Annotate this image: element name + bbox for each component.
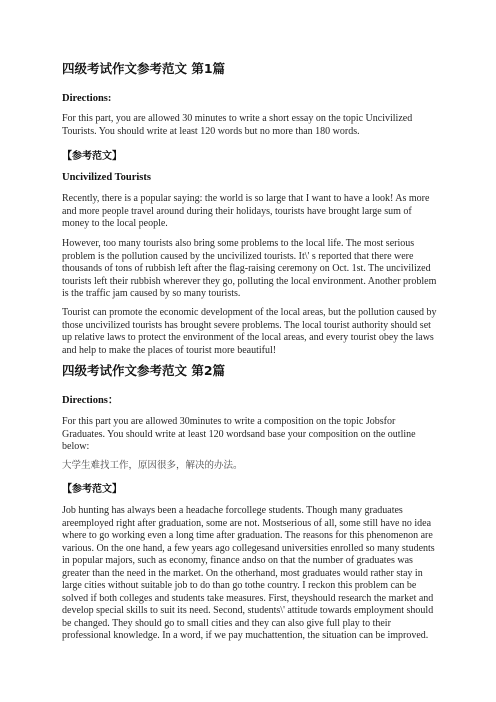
section-1-directions-text: For this part, you are allowed 30 minutes to write a short essay on the topic Uncivilized Tourists. You should write at least 120 words but no more than 180 words.: [62, 113, 413, 137]
section-1-paragraph-3: Tourist can promote the economic development of the local areas, but the pollution caused by those uncivilized tourists has brought severe problems. The local tourist authority should set up relative laws to protect the environment of the local areas, and every tourist obey the laws and help to make the places of tourist more beautiful!: [62, 307, 437, 356]
section-1-heading: 四级考试作文参考范文 第1篇: [62, 61, 226, 76]
section-1-essay-title: Uncivilized Tourists: [62, 172, 151, 183]
section-1-paragraph-2: However, too many tourists also bring some problems to the local life. The most serious problem is the pollution caused by the uncivilized tourists. It\' s reported that there were thousands of tons of rubbish left after the flag-raising ceremony on Oct. 1st. The uncivilized tourists left their rubbish wherever they go, polluting the local environment. Another problem is the traffic jam caused by so many tourists.: [62, 238, 437, 299]
section-2-heading: 四级考试作文参考范文 第2篇: [62, 363, 226, 378]
section-2-sample-tag: 【参考范文】: [62, 484, 122, 495]
section-2-essay: Job hunting has always been a headache forcollege students. Though many graduates areemployed right after graduation, some are not. Mostserious of all, some still have no idea where to go working even a long time after graduation. The reasons for this phenomenon are various. On the one hand, a few years ago collegesand universities enrolled so many students in popular majors, such as economy, finance andso on that the number of graduates was greater than the need in the market. On the otherhand, most graduates would rather stay in large cities without suitable job to do than go tothe country. I reckon this problem can be solved if both colleges and students take measures. First, theyshould research the market and develop special skills to suit its need. Second, students\' attitude towards employment should be changed. They should go to small cities and they can also give full play to their professional knowledge. In a word, if we pay muchattention, the situation can be improved.: [62, 505, 435, 641]
section-1-paragraph-1: Recently, there is a popular saying: the world is so large that I want to have a look! As more and more people travel around during their holidays, tourists have brought large sum of money to the local people.: [62, 193, 430, 229]
section-1-sample-tag: 【参考范文】: [62, 151, 122, 162]
section-2-outline: 大学生难找工作，原因很多，解决的办法。: [62, 460, 243, 471]
section-2-directions-text: For this part you are allowed 30minutes to write a composition on the topic Jobsfor Graduates. You should write at least 120 wordsand base your composition on the outline below:: [62, 416, 416, 452]
section-2-directions-label: Directions：: [62, 395, 119, 406]
section-1-directions-label: Directions:: [62, 93, 112, 104]
